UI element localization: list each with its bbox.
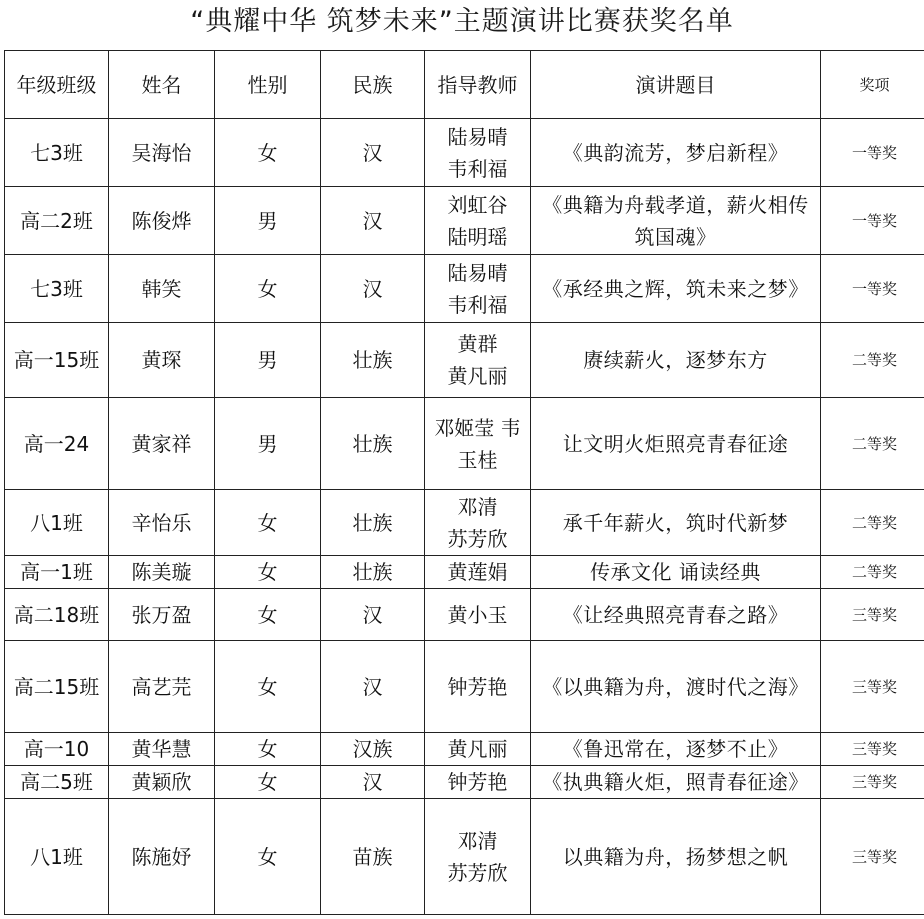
cell-topic: 《以典籍为舟，渡时代之海》 (531, 641, 821, 733)
cell-class: 高一10 (5, 733, 109, 766)
teacher-name: 陆明瑶 (447, 224, 508, 249)
cell-topic: 赓续薪火，逐梦东方 (531, 323, 821, 398)
teacher-name: 韦利福 (447, 156, 508, 181)
header-topic: 演讲题目 (531, 51, 821, 119)
cell-ethnicity: 汉 (321, 255, 425, 323)
teacher-name: 邓清 (457, 494, 498, 519)
table-row (5, 641, 924, 733)
cell-name: 陈施妤 (109, 799, 215, 915)
teacher-name: 邓姬莹 韦 (434, 415, 521, 440)
cell-teacher (425, 187, 531, 255)
header-class: 年级班级 (5, 51, 109, 119)
cell-gender: 女 (215, 556, 321, 589)
cell-topic: 《典韵流芳，梦启新程》 (531, 119, 821, 187)
cell-gender: 女 (215, 255, 321, 323)
cell-class: 七3班 (5, 119, 109, 187)
cell-class: 高一1班 (5, 556, 109, 589)
teacher-name: 邓清 (457, 828, 498, 853)
teacher-name: 苏芳欣 (447, 860, 508, 885)
cell-teacher (425, 641, 531, 733)
cell-name: 吴海怡 (109, 119, 215, 187)
cell-award: 一等奖 (821, 187, 924, 255)
cell-award: 三等奖 (821, 766, 924, 799)
cell-teacher (425, 255, 531, 323)
table-row (5, 733, 924, 766)
cell-ethnicity: 苗族 (321, 799, 425, 915)
cell-teacher (425, 766, 531, 799)
award-table (4, 50, 924, 915)
cell-class: 七3班 (5, 255, 109, 323)
cell-teacher (425, 733, 531, 766)
cell-ethnicity: 汉族 (321, 733, 425, 766)
cell-class: 八1班 (5, 799, 109, 915)
cell-name: 陈美璇 (109, 556, 215, 589)
cell-topic: 《承经典之辉，筑未来之梦》 (531, 255, 821, 323)
cell-award: 三等奖 (821, 799, 924, 915)
header-row (5, 51, 924, 119)
cell-name: 黄家祥 (109, 398, 215, 490)
header-award: 奖项 (821, 51, 924, 119)
cell-ethnicity: 汉 (321, 187, 425, 255)
cell-gender: 女 (215, 641, 321, 733)
cell-name: 陈俊烨 (109, 187, 215, 255)
teacher-name: 黄凡丽 (447, 364, 508, 388)
header-gender: 性别 (215, 51, 321, 119)
header-name: 姓名 (109, 51, 215, 119)
header-ethnicity: 民族 (321, 51, 425, 119)
cell-topic: 《典籍为舟载孝道，薪火相传筑国魂》 (531, 187, 821, 255)
cell-ethnicity: 汉 (321, 589, 425, 641)
cell-teacher (425, 589, 531, 641)
cell-name: 韩笑 (109, 255, 215, 323)
cell-gender: 女 (215, 766, 321, 799)
table-row (5, 766, 924, 799)
cell-class: 高二2班 (5, 187, 109, 255)
teacher-name: 黄群 (457, 332, 498, 356)
cell-award: 一等奖 (821, 255, 924, 323)
cell-ethnicity: 壮族 (321, 556, 425, 589)
cell-topic: 以典籍为舟，扬梦想之帆 (531, 799, 821, 915)
cell-ethnicity: 汉 (321, 766, 425, 799)
table-row (5, 398, 924, 490)
cell-topic: 《让经典照亮青春之路》 (531, 589, 821, 641)
cell-teacher (425, 323, 531, 398)
teacher-name: 黄莲娟 (447, 560, 508, 584)
cell-class: 高一15班 (5, 323, 109, 398)
cell-gender: 女 (215, 119, 321, 187)
cell-award: 二等奖 (821, 398, 924, 490)
cell-award: 三等奖 (821, 589, 924, 641)
teacher-name: 黄凡丽 (447, 737, 508, 761)
teacher-name: 黄小玉 (447, 602, 508, 627)
cell-class: 高二15班 (5, 641, 109, 733)
cell-ethnicity: 汉 (321, 119, 425, 187)
cell-name: 高艺芫 (109, 641, 215, 733)
table-row (5, 556, 924, 589)
cell-teacher (425, 398, 531, 490)
cell-topic: 《鲁迅常在，逐梦不止》 (531, 733, 821, 766)
cell-award: 一等奖 (821, 119, 924, 187)
cell-ethnicity: 壮族 (321, 398, 425, 490)
teacher-name: 韦利福 (447, 292, 508, 317)
cell-award: 三等奖 (821, 641, 924, 733)
teacher-name: 钟芳艳 (447, 674, 508, 699)
cell-teacher (425, 799, 531, 915)
teacher-name: 钟芳艳 (447, 770, 508, 794)
cell-name: 张万盈 (109, 589, 215, 641)
cell-teacher (425, 119, 531, 187)
cell-topic: 传承文化 诵读经典 (531, 556, 821, 589)
cell-gender: 女 (215, 799, 321, 915)
cell-ethnicity: 壮族 (321, 323, 425, 398)
cell-name: 黄颖欣 (109, 766, 215, 799)
teacher-name: 苏芳欣 (447, 526, 508, 551)
cell-teacher (425, 490, 531, 556)
cell-ethnicity: 汉 (321, 641, 425, 733)
cell-gender: 女 (215, 589, 321, 641)
page-title: “典耀中华 筑梦未来”主题演讲比赛获奖名单 (190, 6, 734, 37)
cell-teacher (425, 556, 531, 589)
teacher-name: 陆易晴 (447, 260, 508, 285)
cell-gender: 男 (215, 187, 321, 255)
table-body (5, 119, 924, 915)
cell-award: 二等奖 (821, 323, 924, 398)
cell-name: 黄华慧 (109, 733, 215, 766)
teacher-name: 玉桂 (457, 447, 498, 472)
cell-topic: 承千年薪火，筑时代新梦 (531, 490, 821, 556)
cell-class: 高一24 (5, 398, 109, 490)
cell-topic: 让文明火炬照亮青春征途 (531, 398, 821, 490)
cell-class: 高二18班 (5, 589, 109, 641)
table-row (5, 589, 924, 641)
table-row (5, 799, 924, 915)
cell-ethnicity: 壮族 (321, 490, 425, 556)
cell-gender: 女 (215, 490, 321, 556)
cell-award: 三等奖 (821, 733, 924, 766)
cell-gender: 男 (215, 398, 321, 490)
cell-award: 二等奖 (821, 490, 924, 556)
teacher-name: 陆易晴 (447, 124, 508, 149)
table-row (5, 187, 924, 255)
cell-name: 黄琛 (109, 323, 215, 398)
cell-class: 高二5班 (5, 766, 109, 799)
table-row (5, 119, 924, 187)
table-row (5, 323, 924, 398)
header-teacher: 指导教师 (425, 51, 531, 119)
cell-class: 八1班 (5, 490, 109, 556)
table-row (5, 490, 924, 556)
cell-gender: 男 (215, 323, 321, 398)
cell-award: 二等奖 (821, 556, 924, 589)
cell-gender: 女 (215, 733, 321, 766)
cell-name: 辛怡乐 (109, 490, 215, 556)
cell-topic: 《执典籍火炬，照青春征途》 (531, 766, 821, 799)
teacher-name: 刘虹谷 (447, 192, 508, 217)
table-row (5, 255, 924, 323)
